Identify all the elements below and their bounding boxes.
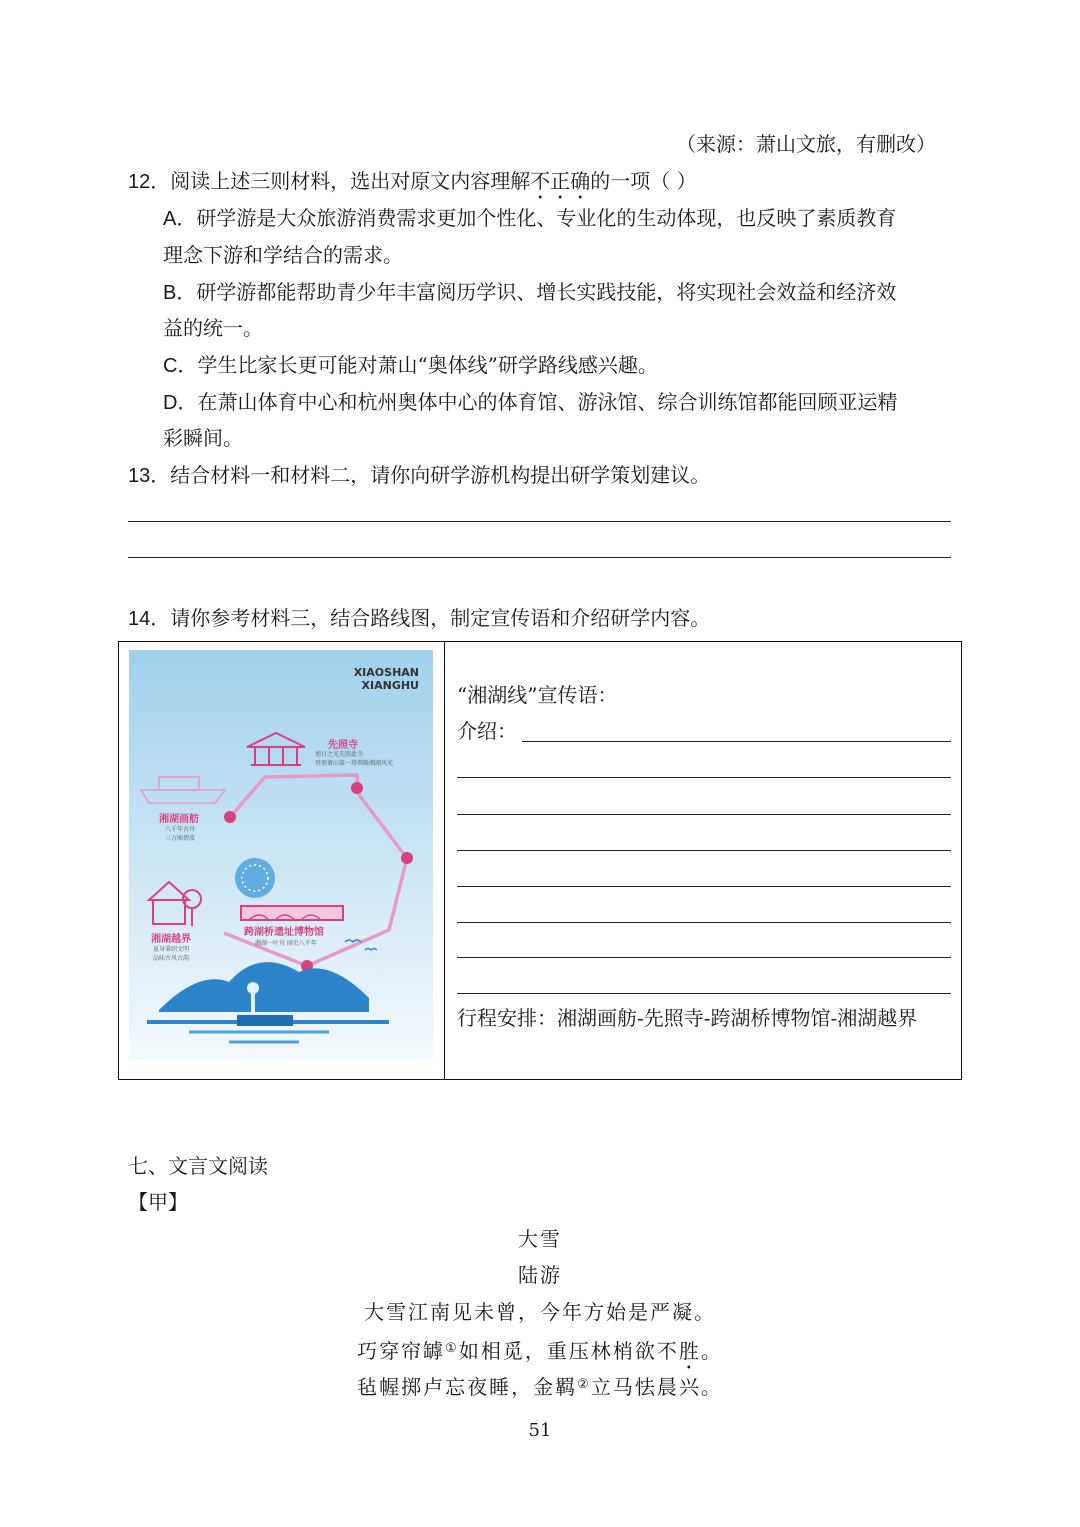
poem-author: 陆游 xyxy=(518,1263,562,1287)
stop-desc: 湘湖一叶舟 闻史八千年 xyxy=(255,940,317,947)
stop-desc-line: 登顶萧山第一塔领略湘湖风光 xyxy=(315,760,394,767)
answer-line[interactable] xyxy=(457,886,951,887)
stop-desc xyxy=(315,750,393,768)
poem-text: 。 xyxy=(700,1339,723,1363)
route-pin xyxy=(224,811,236,823)
stop-desc-line: 旭日之光先照此寺 xyxy=(315,751,364,758)
intro-label: 介绍： xyxy=(457,719,517,743)
stop-label-huafang: 湘湖画舫 xyxy=(159,814,199,825)
option-text: 研学游是大众旅游消费需求更加个性化、专业化的生动体现，也反映了素质教育 xyxy=(196,206,897,230)
question-number: 14． xyxy=(128,608,171,630)
itinerary-text: 行程安排：湘湖画舫-先照寺-跨湖桥博物馆-湘湖越界 xyxy=(457,1006,918,1030)
option-d-line2: 彩瞬间。 xyxy=(163,426,243,450)
option-text: 研学游都能帮助青少年丰富阅历学识、增长实践技能，将实现社会效益和经济效 xyxy=(196,280,897,304)
option-letter: A． xyxy=(163,208,197,230)
stem-text: 结合材料一和材料二，请你向研学游机构提出研学策划建议。 xyxy=(170,463,711,487)
section-heading: 七、文言文阅读 xyxy=(128,1154,268,1178)
route-pin xyxy=(351,782,363,794)
poem-line xyxy=(0,1371,1080,1401)
stop-label-yuejie: 湘湖越界 xyxy=(151,934,191,945)
brand-line: XIAOSHAN xyxy=(353,666,419,679)
answer-line[interactable] xyxy=(457,922,951,923)
option-d-line1 xyxy=(163,388,897,417)
option-text: 学生比家长更可能对萧山“奥体线”研学路线感兴趣。 xyxy=(197,353,658,377)
option-letter: D． xyxy=(163,392,198,414)
emphasized-text: 胜 xyxy=(678,1339,701,1363)
question-number: 13． xyxy=(128,465,171,487)
option-b-line2: 益的统一。 xyxy=(163,316,263,340)
stem-text-end: 的一项（ ） xyxy=(590,169,697,193)
source-note: （来源：萧山文旅，有删改） xyxy=(676,132,936,156)
part-label: 【甲】 xyxy=(128,1190,188,1214)
ship-icon xyxy=(237,1015,293,1026)
poem-line xyxy=(0,1335,1080,1374)
brand-line: XIANGHU xyxy=(361,679,419,692)
stop-desc-line: 夏身秉绍文明 xyxy=(153,946,190,953)
stop-label-kuahuqiao: 跨湖桥遗址博物馆 xyxy=(244,927,324,938)
sun-icon xyxy=(235,858,275,898)
stop-desc xyxy=(153,945,189,963)
answer-line[interactable] xyxy=(128,521,951,522)
stop-desc-line: 三万顷碧波 xyxy=(165,835,196,842)
question-number: 12． xyxy=(128,171,171,193)
page-number: 51 xyxy=(528,1420,552,1441)
option-letter: B． xyxy=(163,282,197,304)
answer-line[interactable] xyxy=(457,993,951,994)
stop-label-xianzhao: 先照寺 xyxy=(328,740,358,751)
footnote-marker: ② xyxy=(577,1377,591,1392)
answer-line[interactable] xyxy=(457,850,951,851)
answer-line[interactable] xyxy=(457,814,951,815)
answer-line[interactable] xyxy=(457,957,951,958)
question-14-stem xyxy=(128,604,710,633)
poem-title: 大雪 xyxy=(518,1227,562,1251)
route-pin xyxy=(401,852,413,864)
answer-line[interactable] xyxy=(128,557,951,558)
option-a-line2: 理念下游和学结合的需求。 xyxy=(163,243,403,267)
answer-line[interactable] xyxy=(457,777,951,778)
footnote-marker: ① xyxy=(445,1341,459,1356)
stop-desc xyxy=(165,825,195,843)
poem-text: 毡幄掷卢忘夜睡，金羁 xyxy=(357,1375,578,1399)
option-c-line1 xyxy=(163,351,658,380)
option-text: 在萧山体育中心和杭州奥体中心的体育馆、游泳馆、综合训练馆都能回顾亚运精 xyxy=(197,390,898,414)
option-b-line1 xyxy=(163,278,896,307)
stem-text: 阅读上述三则材料，选出对原文内容理解 xyxy=(170,169,531,193)
question-12-stem xyxy=(128,167,697,204)
option-a-line1 xyxy=(163,204,896,233)
poster-brand xyxy=(354,666,419,692)
option-letter: C． xyxy=(163,355,198,377)
poem-text: 巧穿帘罅 xyxy=(357,1339,446,1363)
stop-desc-line: 八千年古舟 xyxy=(165,826,196,833)
poem-text: 立马怯晨兴。 xyxy=(590,1375,723,1399)
stop-desc-line: 品味古风古韵 xyxy=(153,955,190,962)
slogan-label: “湘湖线”宣传语： xyxy=(457,683,618,707)
question-13-stem xyxy=(128,461,710,490)
route-poster-graphic xyxy=(129,650,433,1060)
emphasized-text: 不正确 xyxy=(530,169,591,193)
stem-text: 请你参考材料三，结合路线图，制定宣传语和介绍研学内容。 xyxy=(170,606,711,630)
answer-line[interactable] xyxy=(522,741,951,742)
poem-line: 大雪江南见未曾，今年方始是严凝。 xyxy=(364,1300,716,1324)
route-poster xyxy=(129,650,433,1060)
poem-text: 如相觅，重压林梢欲不 xyxy=(458,1339,679,1363)
table-divider xyxy=(444,641,445,1080)
